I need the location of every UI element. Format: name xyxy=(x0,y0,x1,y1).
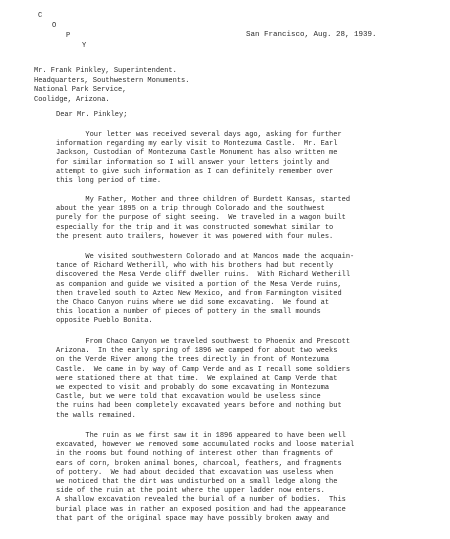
paragraph-line: about the year 1895 on a trip through Colorado and the southwest xyxy=(56,205,325,214)
paragraph-line: attempt to give such information as I can definitely remember over xyxy=(56,167,334,176)
copy-mark xyxy=(0,12,110,58)
paragraph-line: My Father, Mother and three children of Burdett Kansas, started xyxy=(56,196,351,204)
paragraph-line: for similar information so I will answer your letters jointly and xyxy=(56,158,330,167)
paragraph-3 xyxy=(56,253,450,327)
paragraph-line: information regarding my early visit to Montezuma Castle. Mr. Earl xyxy=(56,140,338,149)
paragraph-line: Arizona. In the early spring of 1896 we camped for about two weeks xyxy=(56,347,338,356)
address-line: National Park Service, xyxy=(34,86,127,95)
salutation: Dear Mr. Pinkley; xyxy=(56,111,128,119)
address-line: Coolidge, Arizona. xyxy=(34,95,110,104)
paragraph-line: We visited southwestern Colorado and at Mancos made the acquain- xyxy=(56,253,355,261)
paragraph-line: in the rooms but found nothing of interest other than fragments of xyxy=(56,450,334,459)
paragraph-line: purely for the purpose of sight seeing. We traveled in a wagon built xyxy=(56,214,346,223)
paragraph-line: From Chaco Canyon we traveled southwest to Phoenix and Prescott xyxy=(56,338,351,346)
paragraph-line: excavated, however we removed some accumulated rocks and loose material xyxy=(56,441,355,450)
paragraph-line: on the Verde River among the trees directly in front of Montezuma xyxy=(56,356,330,365)
paragraph-line: Castle, but we were told that excavation would be useless since xyxy=(56,393,321,402)
paragraph-line: tance of Richard Wetherill, who with his brothers had but recently xyxy=(56,262,334,271)
paragraph-line: the walls remained. xyxy=(56,411,136,420)
paragraph-4 xyxy=(56,338,450,421)
paragraph-line: A shallow excavation revealed the burial of a number of bodies. This xyxy=(56,496,346,505)
paragraph-line: as companion and guide we visited a portion of the Mesa Verde ruins, xyxy=(56,280,342,289)
paragraph-line: were stationed there at that time. We explained at Camp Verde that xyxy=(56,374,338,383)
paragraph-line: the Chaco Canyon ruins where we did some excavating. We found at xyxy=(56,299,330,308)
paragraph-line: The ruin as we first saw it in 1896 appeared to have been well xyxy=(56,432,346,440)
recipient-address xyxy=(34,67,189,105)
paragraph-line: burial place was in rather an exposed position and had the appearance xyxy=(56,505,346,514)
paragraph-line: side of the ruin at the point where the upper ladder now enters. xyxy=(56,487,325,496)
paragraph-line: opposite Pueblo Bonita. xyxy=(56,317,153,326)
paragraph-2 xyxy=(56,196,450,242)
paragraph-line: that part of the original space may have possibly broken away and xyxy=(56,514,330,523)
paragraph-line: this long period of time. xyxy=(56,177,162,186)
paragraph-line: the ruins had been completely excavated years before and nothing but xyxy=(56,402,342,411)
copy-mark-letter: O xyxy=(52,22,57,30)
paragraph-line: we noticed that the dirt was undisturbed on a small ledge along the xyxy=(56,478,338,487)
copy-mark-letter: C xyxy=(38,12,43,20)
paragraph-line: discovered the Mesa Verde cliff dweller ruins. With Richard Wetherill xyxy=(56,271,351,280)
paragraph-line: Jackson, Custodian of Montezuma Castle Monument has also written me xyxy=(56,149,338,158)
paragraph-line: the present auto trailers, however it was powered with four mules. xyxy=(56,232,334,241)
copy-mark-letter: Y xyxy=(82,42,87,50)
paragraph-5 xyxy=(56,432,450,524)
paragraph-line: especially for the trip and it was constructed somewhat similar to xyxy=(56,223,334,232)
paragraph-line: ears of corn, broken animal bones, charcoal, feathers, and fragments xyxy=(56,459,342,468)
paragraph-line: Your letter was received several days ago, asking for further xyxy=(56,131,342,139)
address-line: Mr. Frank Pinkley, Superintendent. xyxy=(34,67,177,75)
paragraph-1 xyxy=(56,131,450,186)
paragraph-line: of pottery. We had about decided that excavation was useless when xyxy=(56,468,334,477)
paragraph-line: this location a number of pieces of pottery in the small mounds xyxy=(56,308,321,317)
date-line: San Francisco, Aug. 28, 1939. xyxy=(246,31,377,39)
paragraph-line: Castle. We came in by way of Camp Verde and as I recall some soldiers xyxy=(56,365,351,374)
paragraph-line: we expected to visit and probably do some excavating in Montezuma xyxy=(56,384,330,393)
address-line: Headquarters, Southwestern Monuments. xyxy=(34,76,190,85)
copy-mark-letter: P xyxy=(66,32,71,40)
paragraph-line: then traveled south to Aztec New Mexico, and from Farmington visited xyxy=(56,289,342,298)
